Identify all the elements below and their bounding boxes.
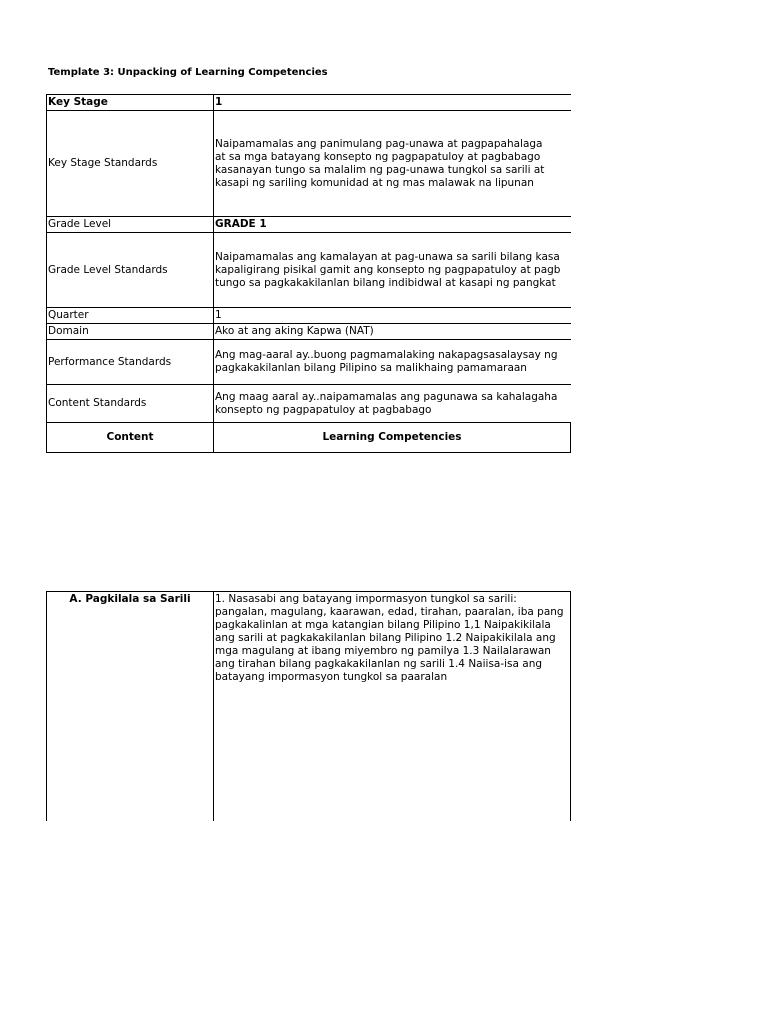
standards-table [46, 94, 571, 453]
grade-level-value: GRADE 1 [214, 217, 571, 233]
table-header-row [47, 423, 571, 453]
table-row-quarter [47, 308, 571, 324]
competencies-table [46, 591, 571, 821]
content-standards-value: Ang maag aaral ay..naipamamalas ang pagunawa sa kahalagaha konsepto ng pagpapatuloy at pagbabago [214, 385, 571, 423]
domain-value: Ako at ang aking Kapwa (NAT) [214, 324, 571, 340]
grade-level-standards-label: Grade Level Standards [47, 233, 214, 308]
performance-standards-label: Performance Standards [47, 340, 214, 385]
table-row-grade-level [47, 217, 571, 233]
table-row-grade-level-standards [47, 233, 571, 308]
section-a-competencies: 1. Nasasabi ang batayang impormasyon tungkol sa sarili: pangalan, magulang, kaarawan, edad, tirahan, paaralan, iba pang pagkakalinlan at mga katangian bilang Pilipino 1,1 Naipakikilala ang sarili at pagkakakilanlan bilang Pilipino 1.2 Naipakikilala ang mga magulang at ibang miyembro ng pamilya 1.3 Nailalarawan ang tirahan bilang pagkakakilanlan ng sarili 1.4 Naiisa-isa ang batayang impormasyon tungkol sa paaralan [214, 592, 571, 821]
key-stage-standards-value: Naipamamalas ang panimulang pag-unawa at pagpapahalaga at sa mga batayang konsepto ng pagpapatuloy at pagbabago kasanayan tungo sa malalim ng pag-unawa tungkol sa sarili at kasapi ng sariling komunidad at ng mas malawak na lipunan [214, 111, 571, 217]
grade-level-label: Grade Level [47, 217, 214, 233]
content-standards-label: Content Standards [47, 385, 214, 423]
table-row-key-stage [47, 95, 571, 111]
table-row-content-standards [47, 385, 571, 423]
table-row-performance-standards [47, 340, 571, 385]
grade-level-standards-value: Naipamamalas ang kamalayan at pag-unawa sa sarili bilang kasa kapaligirang pisikal gamit ang konsepto ng pagpapatuloy at pagb tungo sa pagkakakilanlan bilang indibidwal at kasapi ng pangkat [214, 233, 571, 308]
quarter-label: Quarter [47, 308, 214, 324]
table-row-domain [47, 324, 571, 340]
performance-standards-value: Ang mag-aaral ay..buong pagmamalaking nakapagsasalaysay ng pagkakakilanlan bilang Pilipino sa malikhaing pamamaraan [214, 340, 571, 385]
domain-label: Domain [47, 324, 214, 340]
key-stage-label: Key Stage [47, 95, 214, 111]
page-title: Template 3: Unpacking of Learning Competencies [48, 67, 328, 78]
content-column-header: Content [47, 423, 214, 453]
key-stage-value: 1 [214, 95, 571, 111]
key-stage-standards-label: Key Stage Standards [47, 111, 214, 217]
table-row-key-stage-standards [47, 111, 571, 217]
learning-competencies-column-header: Learning Competencies [214, 423, 571, 453]
table-row-section-a [47, 592, 571, 821]
quarter-value: 1 [214, 308, 571, 324]
section-a-content: A. Pagkilala sa Sarili [47, 592, 214, 821]
